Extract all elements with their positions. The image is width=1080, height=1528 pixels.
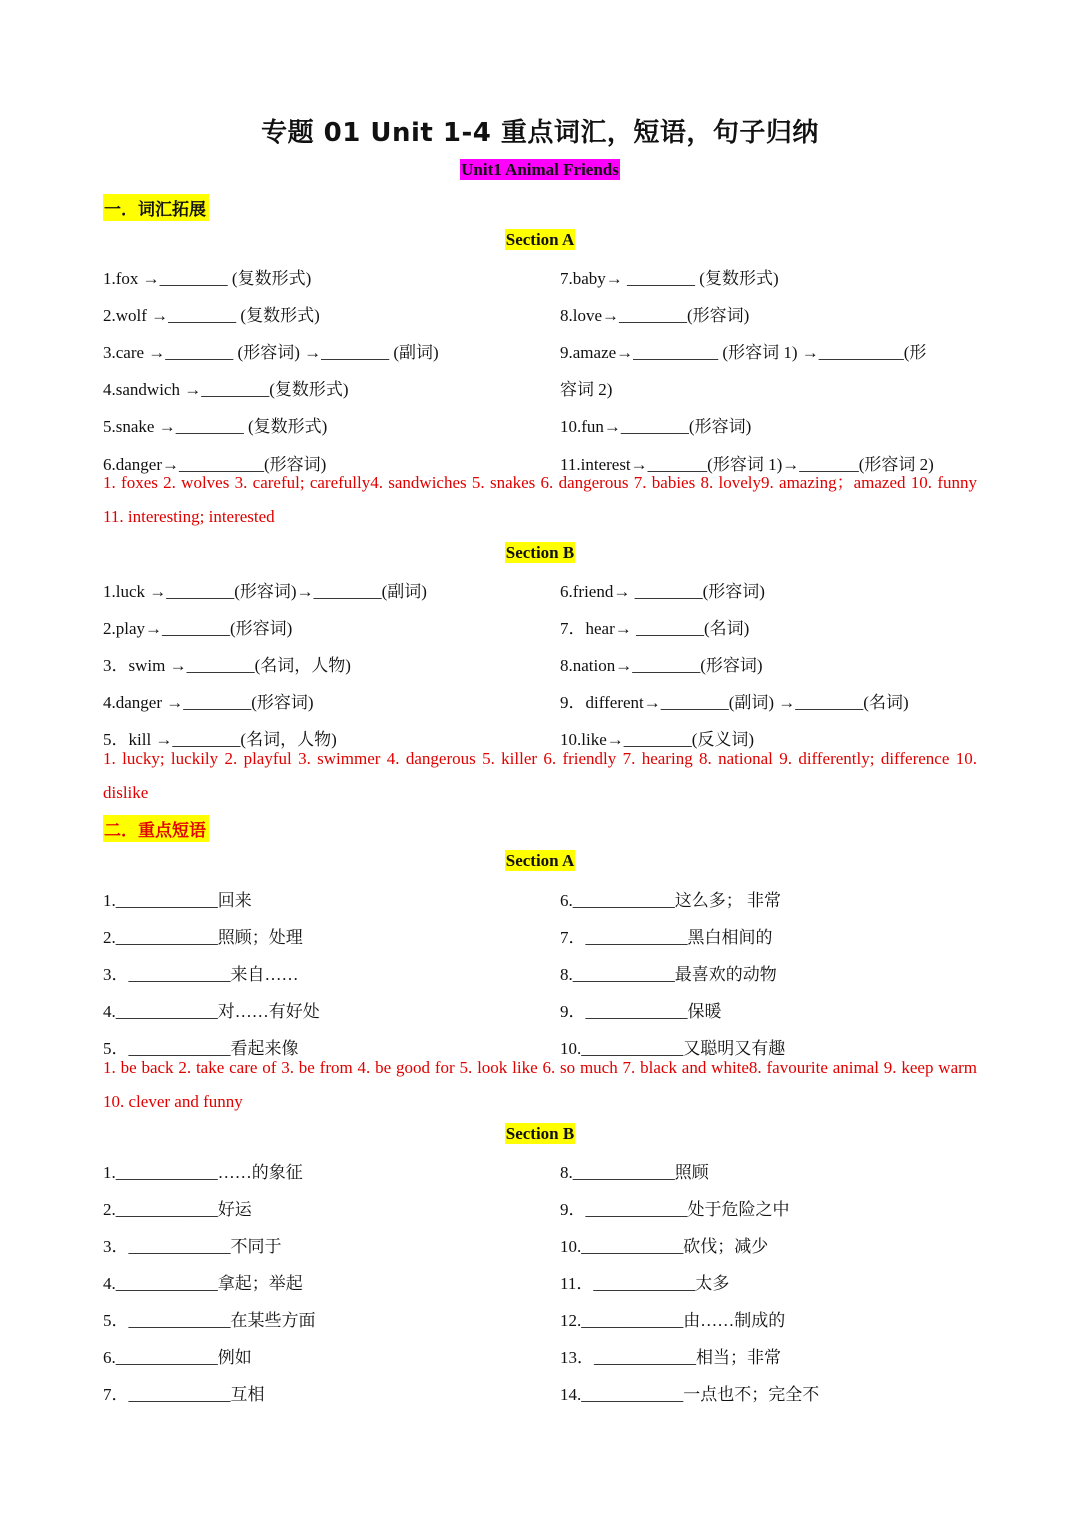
exercise-item: 5．____________在某些方面 bbox=[103, 1311, 316, 1330]
exercise-item: 5．____________看起来像 bbox=[103, 1039, 299, 1058]
exercise-item: 3．____________来自…… bbox=[103, 965, 299, 984]
exercise-item: 13．____________相当；非常 bbox=[560, 1348, 781, 1367]
exercise-item: 7.baby→ ________ (复数形式) bbox=[560, 269, 779, 288]
section-heading-text: Section A bbox=[505, 230, 575, 249]
exercise-item: 6.____________例如 bbox=[103, 1348, 252, 1367]
exercise-item: 12.____________由……制成的 bbox=[560, 1311, 786, 1330]
answer-key: 1. lucky; luckily 2. playful 3. swimmer 4. dangerous 5. killer 6. friendly 7. hearing 8. national 9. differently; difference 10. dislike bbox=[103, 749, 977, 802]
exercise-item: 9．different→________(副词) →________(名词) bbox=[560, 693, 909, 712]
section-heading bbox=[0, 543, 1080, 563]
exercise-item: 10.____________又聪明又有趣 bbox=[560, 1039, 786, 1058]
exercise-item: 11．____________太多 bbox=[560, 1274, 730, 1293]
exercise-item: 8.nation→________(形容词) bbox=[560, 656, 763, 675]
part-heading-phrases: 二．重点短语 bbox=[103, 815, 209, 842]
exercise-item: 4.____________对……有好处 bbox=[103, 1002, 320, 1021]
exercise-item: 4.sandwich →________(复数形式) bbox=[103, 380, 349, 399]
exercise-item: 2.____________好运 bbox=[103, 1200, 252, 1219]
exercise-item: 10.like→________(反义词) bbox=[560, 730, 755, 749]
section-heading bbox=[0, 851, 1080, 871]
exercise-item: 1.____________……的象征 bbox=[103, 1163, 303, 1182]
exercise-item: 7．____________黑白相间的 bbox=[560, 928, 773, 947]
exercise-item: 8.love→________(形容词) bbox=[560, 306, 750, 325]
exercise-item: 2.____________照顾；处理 bbox=[103, 928, 303, 947]
exercise-item: 7．hear→ ________(名词) bbox=[560, 619, 750, 638]
exercise-item: 9．____________保暖 bbox=[560, 1002, 722, 1021]
exercise-item: 3.care →________ (形容词) →________ (副词) bbox=[103, 343, 439, 362]
exercise-item: 9．____________处于危险之中 bbox=[560, 1200, 790, 1219]
exercise-item: 容词 2) bbox=[560, 380, 613, 399]
unit-heading-text: Unit1 Animal Friends bbox=[461, 160, 619, 179]
exercise-item: 8.____________照顾 bbox=[560, 1163, 709, 1182]
answer-key: 1. foxes 2. wolves 3. careful; carefully4. sandwiches 5. snakes 6. dangerous 7. babies 8. lovely9. amazing；amazed 10. funny 11. interesting; interested bbox=[103, 473, 977, 526]
exercise-item: 1.fox →________ (复数形式) bbox=[103, 269, 312, 288]
section-heading-text: Section B bbox=[505, 1124, 575, 1143]
exercise-item: 6.____________这么多； 非常 bbox=[560, 891, 781, 910]
exercise-item: 9.amaze→__________ (形容词 1) →__________(形 bbox=[560, 343, 927, 362]
exercise-item: 2.wolf →________ (复数形式) bbox=[103, 306, 320, 325]
section-heading bbox=[0, 1124, 1080, 1144]
page-title: 专题 01 Unit 1-4 重点词汇，短语，句子归纳 bbox=[261, 118, 819, 148]
exercise-item: 4.____________拿起；举起 bbox=[103, 1274, 303, 1293]
part-heading-vocabulary: 一．词汇拓展 bbox=[103, 194, 209, 221]
section-heading bbox=[0, 230, 1080, 250]
exercise-item: 8.____________最喜欢的动物 bbox=[560, 965, 777, 984]
exercise-item: 11.interest→_______(形容词 1)→_______(形容词 2) bbox=[560, 455, 934, 474]
exercise-item: 14.____________一点也不；完全不 bbox=[560, 1385, 820, 1404]
answer-key: 1. be back 2. take care of 3. be from 4. be good for 5. look like 6. so much 7. black and white8. favourite animal 9. keep warm 10. clever and funny bbox=[103, 1058, 977, 1111]
exercise-item: 6.danger→__________(形容词) bbox=[103, 455, 327, 474]
exercise-item: 4.danger →________(形容词) bbox=[103, 693, 314, 712]
section-heading-text: Section A bbox=[505, 851, 575, 870]
unit-heading bbox=[0, 160, 1080, 180]
section-heading-text: Section B bbox=[505, 543, 575, 562]
exercise-item: 3．____________不同于 bbox=[103, 1237, 282, 1256]
exercise-item: 1.____________回来 bbox=[103, 891, 252, 910]
exercise-item: 10.fun→________(形容词) bbox=[560, 417, 752, 436]
exercise-item: 3．swim →________(名词，人物) bbox=[103, 656, 351, 675]
exercise-item: 5．kill →________(名词，人物) bbox=[103, 730, 337, 749]
exercise-item: 10.____________砍伐；减少 bbox=[560, 1237, 769, 1256]
exercise-item: 7．____________互相 bbox=[103, 1385, 265, 1404]
exercise-item: 5.snake →________ (复数形式) bbox=[103, 417, 328, 436]
exercise-item: 2.play→________(形容词) bbox=[103, 619, 293, 638]
exercise-item: 1.luck →________(形容词)→________(副词) bbox=[103, 582, 427, 601]
exercise-item: 6.friend→ ________(形容词) bbox=[560, 582, 765, 601]
